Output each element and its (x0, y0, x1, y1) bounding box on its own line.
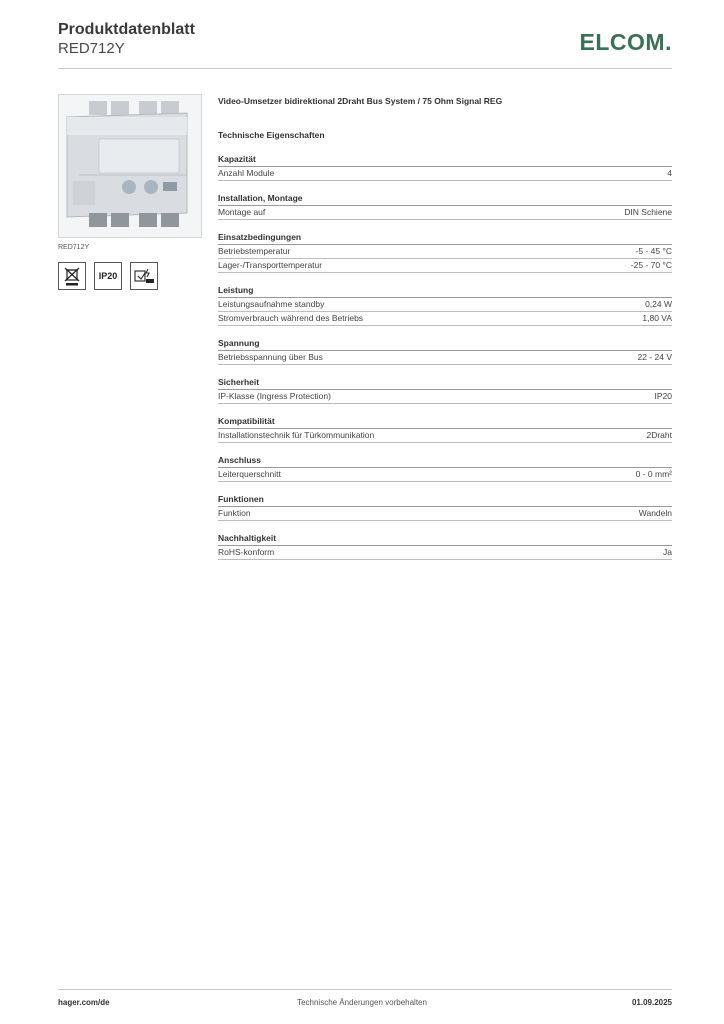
spec-value: IP20 (654, 391, 672, 401)
spec-value: -25 - 70 °C (630, 260, 672, 270)
spec-value: 4 (667, 168, 672, 178)
elcom-logo: ELCOM. (579, 29, 672, 55)
spec-group (218, 532, 672, 560)
spec-group (218, 454, 672, 482)
spec-group (218, 337, 672, 365)
footer-disclaimer: Technische Änderungen vorbehalten (297, 998, 427, 1007)
spec-group-title: Einsatzbedingungen (218, 231, 672, 245)
spec-label: RoHS-konform (218, 547, 275, 557)
spec-group-title: Leistung (218, 284, 672, 298)
product-code: RED712Y (58, 40, 125, 57)
spec-group-title: Kapazität (218, 153, 672, 167)
spec-value: DIN Schiene (624, 207, 672, 217)
spec-group-title: Nachhaltigkeit (218, 532, 672, 546)
spec-label: Installationstechnik für Türkommunikation (218, 430, 375, 440)
spec-row (218, 351, 672, 365)
spec-group-title: Installation, Montage (218, 192, 672, 206)
spec-group-title: Kompatibilität (218, 415, 672, 429)
spec-group-title: Sicherheit (218, 376, 672, 390)
spec-group (218, 284, 672, 326)
spec-value: -5 - 45 °C (635, 246, 672, 256)
spec-groups (218, 153, 672, 560)
footer-date: 01.09.2025 (631, 998, 672, 1007)
spec-value: 1,80 VA (642, 313, 672, 323)
spec-label: Betriebsspannung über Bus (218, 352, 323, 362)
ip20-label: IP20 (98, 271, 118, 281)
spec-label: Lager-/Transporttemperatur (218, 260, 323, 270)
spec-row (218, 298, 672, 312)
spec-row (218, 546, 672, 560)
header-divider (58, 68, 672, 69)
spec-value: 22 - 24 V (637, 352, 672, 362)
spec-label: Stromverbrauch während des Betriebs (218, 313, 364, 323)
image-caption: RED712Y (58, 244, 90, 251)
page-title: Produktdatenblatt (58, 21, 195, 38)
spec-row (218, 259, 672, 273)
din-rail-device-illustration (59, 95, 201, 237)
product-image (58, 94, 202, 238)
product-name: Video-Umsetzer bidirektional 2Draht Bus System / 75 Ohm Signal REG (218, 96, 503, 106)
weee-bin-icon (58, 262, 86, 290)
footer-website: hager.com/de (58, 998, 110, 1007)
spd-750-icon (130, 262, 158, 290)
specifications-panel (218, 96, 672, 560)
spec-group-title: Spannung (218, 337, 672, 351)
spec-row (218, 507, 672, 521)
section-title: Technische Eigenschaften (218, 130, 325, 140)
spec-label: Leistungsaufnahme standby (218, 299, 325, 309)
spec-label: Leiterquerschnitt (218, 469, 281, 479)
spec-value: 0,24 W (645, 299, 672, 309)
spec-row (218, 206, 672, 220)
spec-group (218, 493, 672, 521)
certification-badges (58, 262, 158, 290)
spec-value: Ja (663, 547, 672, 557)
spec-label: Montage auf (218, 207, 266, 217)
spec-row (218, 429, 672, 443)
spec-group (218, 376, 672, 404)
ip20-badge (94, 262, 122, 290)
spec-value: 2Draht (646, 430, 672, 440)
spec-row (218, 167, 672, 181)
spec-label: IP-Klasse (Ingress Protection) (218, 391, 331, 401)
spec-row (218, 245, 672, 259)
spec-group (218, 231, 672, 273)
spec-group-title: Funktionen (218, 493, 672, 507)
spec-group (218, 153, 672, 181)
spec-label: Funktion (218, 508, 251, 518)
spec-row (218, 468, 672, 482)
spec-value: Wandeln (638, 508, 672, 518)
footer-divider (58, 989, 672, 990)
spec-group (218, 415, 672, 443)
spec-row (218, 390, 672, 404)
spec-group-title: Anschluss (218, 454, 672, 468)
spec-label: Anzahl Module (218, 168, 275, 178)
spec-row (218, 312, 672, 326)
spec-group (218, 192, 672, 220)
spec-value: 0 - 0 mm² (635, 469, 672, 479)
spec-label: Betriebstemperatur (218, 246, 291, 256)
